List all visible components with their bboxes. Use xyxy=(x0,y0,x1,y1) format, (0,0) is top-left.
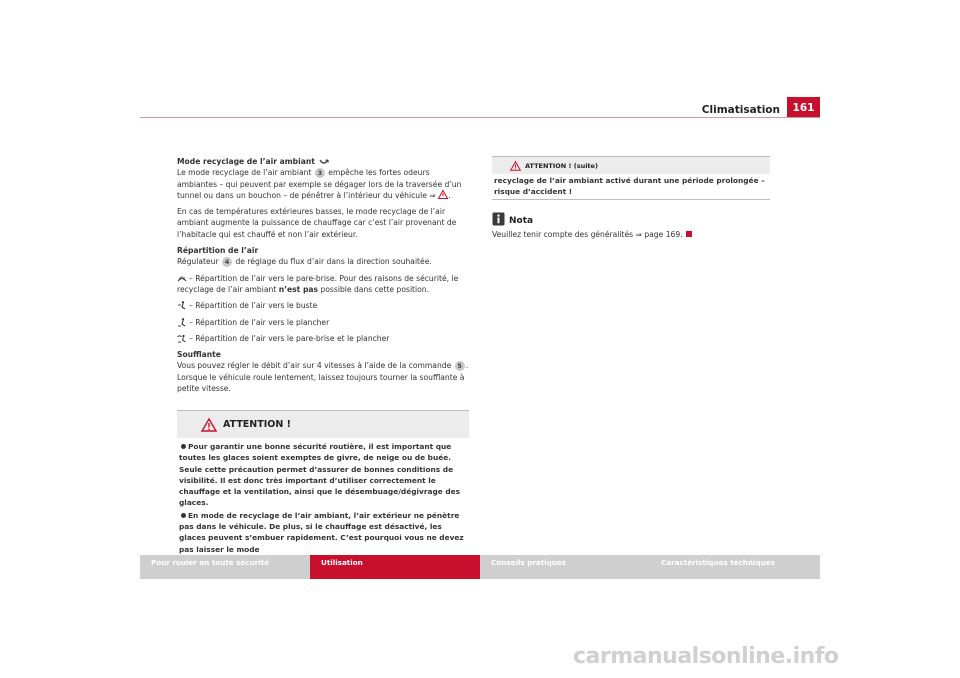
airflow-chest-item xyxy=(177,300,469,311)
warning-body xyxy=(177,438,469,554)
item2-text: – Répartition de l’air vers le buste xyxy=(189,301,318,311)
bullet-icon xyxy=(181,444,186,449)
footer-tab-practical-tips[interactable]: Conseils pratiques xyxy=(480,555,650,579)
item4-text: – Répartition de l’air vers le pare-brise et le plancher xyxy=(189,333,390,343)
recycle-heading xyxy=(177,156,469,167)
windscreen-airflow-icon xyxy=(177,275,187,283)
repartition-b: de réglage du flux d’air dans la direction souhaitée. xyxy=(235,257,432,267)
soufflante-b: . Lorsque le véhicule roule lentement, laissez toujours tourner la soufflante à petite vitesse. xyxy=(177,361,469,394)
repartition-heading: Répartition de l’air xyxy=(177,246,259,256)
section-end-marker xyxy=(686,231,692,237)
recycle-heading-text: Mode recyclage de l’air ambiant xyxy=(177,157,315,166)
note-section xyxy=(492,211,770,240)
info-note-icon xyxy=(492,212,505,226)
windscreen-floor-airflow-icon xyxy=(177,334,187,343)
control-badge-3: 3 xyxy=(315,168,325,178)
item1-a: – Répartition de l’air vers le pare-brise. Pour des raisons de sécurité, le recyclage de l’air ambiant xyxy=(177,273,459,294)
chest-airflow-icon xyxy=(177,301,187,310)
recycle-p1-b: empêche les fortes odeurs ambiantes – qui peuvent par exemple se dégager lors de la traversée d’un tunnel ou dans un bouchon – de pénêtrer à l’intérieur du véhicule ⇒ xyxy=(177,168,462,200)
header-rule xyxy=(140,117,820,118)
warning-triangle-icon[interactable] xyxy=(438,190,448,199)
recirculation-icon xyxy=(318,158,330,166)
warning-continued-box xyxy=(492,156,770,200)
repartition-a: Régulateur xyxy=(177,257,219,267)
control-badge-5: 5 xyxy=(455,361,465,371)
bullet-icon xyxy=(181,513,186,518)
floor-airflow-icon xyxy=(177,318,187,327)
note-title: Nota xyxy=(509,216,534,226)
soufflante-heading: Soufflante xyxy=(177,350,221,360)
footer-tab-safety[interactable]: Pour rouler en toute sécurité xyxy=(140,555,310,579)
soufflante-a: Vous pouvez régler le débit d’air sur 4 vitesses à l’aide de la commande xyxy=(177,361,452,371)
item1-bold: n’est pas xyxy=(278,284,319,294)
warning-continued-title: ATTENTION ! (suite) xyxy=(525,161,598,170)
warning-continued-text: recyclage de l’air ambiant activé durant une période prolongée – risque d’accident ! xyxy=(494,176,765,197)
warning-triangle-icon xyxy=(201,418,217,432)
recycle-p1-a: Le mode recyclage de l’air ambiant xyxy=(177,168,312,178)
recycle-paragraph-1: Le mode recyclage de l’air ambiant 3 empêche les fortes odeurs ambiantes – qui peuvent par exemple se dégager lors de la traversée d’un tunnel ou dans un bouchon – de pénêtrer à l’intérieur du véhicule ⇒ . xyxy=(177,168,462,200)
warning-continued-header xyxy=(492,157,770,174)
page-number: 161 xyxy=(787,97,820,117)
item1-b: possible dans cette position. xyxy=(320,284,430,294)
warning-title: ATTENTION ! xyxy=(223,419,291,430)
watermark: carmanualsonline.info xyxy=(573,644,839,669)
note-text[interactable]: Veuillez tenir compte des généralités ⇒ page 169. xyxy=(492,230,683,239)
airflow-windscreen-floor-item xyxy=(177,333,469,344)
page-title: Climatisation xyxy=(701,104,780,116)
warning-b2-text: En mode de recyclage de l’air ambiant, l’air extérieur ne pénètre pas dans le véhicule. De plus, si le chauffage est désactivé, les glaces peuvent s’embuer rapidement. C’est pourquoi vous ne devez pas laisser le mode xyxy=(179,510,464,554)
soufflante-paragraph xyxy=(177,360,469,394)
note-header xyxy=(492,211,770,226)
note-body xyxy=(492,229,770,240)
footer-tab-technical-specs[interactable]: Caractéristiques techniques xyxy=(650,555,820,579)
item3-text: – Répartition de l’air vers le plancher xyxy=(189,317,330,327)
warning-header xyxy=(177,411,469,438)
footer-tab-operation[interactable]: Utilisation xyxy=(310,555,480,579)
warning-b1-text: Pour garantir une bonne sécurité routière, il est important que toutes les glaces soient exemptes de givre, de neige ou de buée. Seule cette précaution permet d’assurer de bonnes conditions de visibilité. Il est donc très important d’utiliser correctement le chauffage et la ventilation, ainsi que le désembuage/dégivrage des glaces. xyxy=(179,442,461,508)
airflow-floor-item xyxy=(177,317,469,328)
warning-bullet-1 xyxy=(179,441,467,509)
warning-bullet-2 xyxy=(179,510,467,555)
warning-box xyxy=(177,410,469,554)
recycle-paragraph-2: En cas de températures extérieures basses, le mode recyclage de l’air ambiant augmente la puissance de chauffage car c’est l’air provenant de l’habitacle qui est chauffé et non l’air extérieur. xyxy=(177,207,457,239)
control-badge-4: 4 xyxy=(222,257,232,267)
airflow-windscreen-item xyxy=(177,273,469,296)
warning-triangle-icon xyxy=(510,161,521,171)
left-column xyxy=(177,156,469,399)
repartition-paragraph xyxy=(177,256,469,267)
